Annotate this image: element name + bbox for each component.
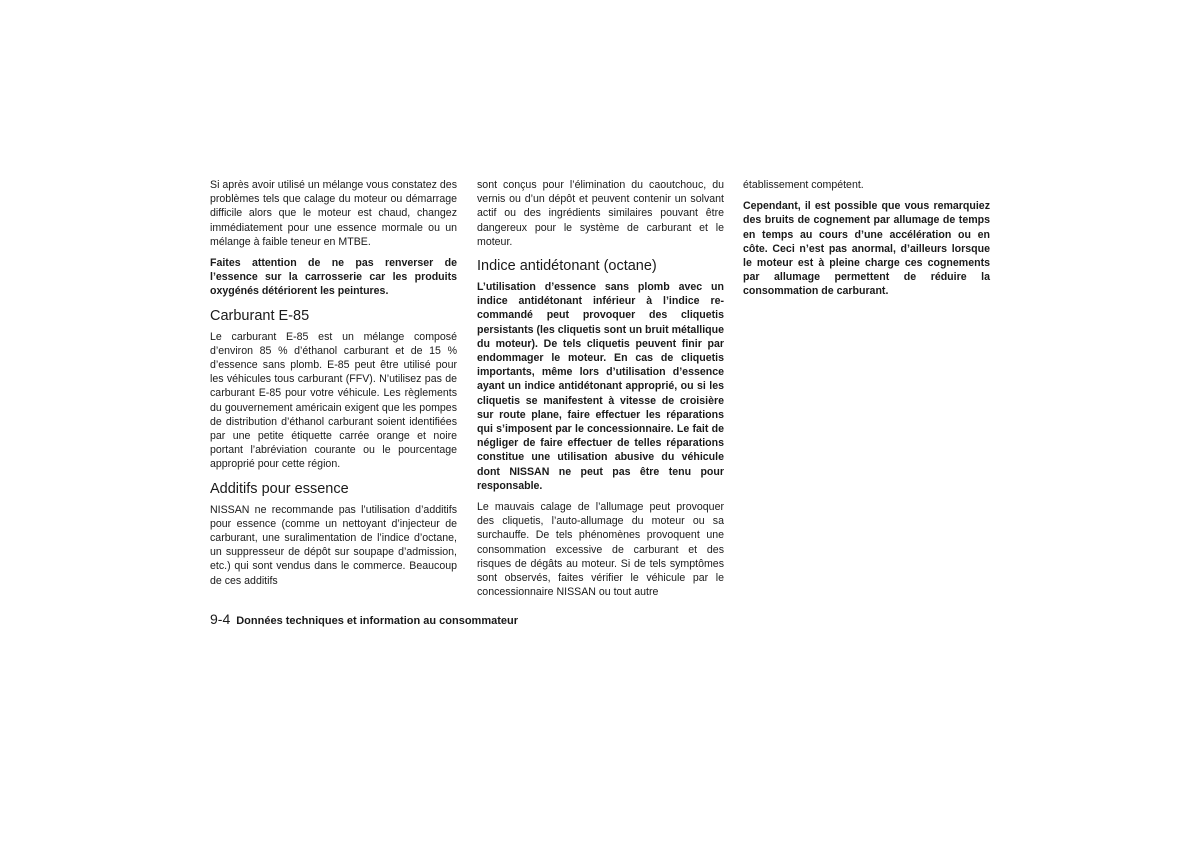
paragraph-additifs: NISSAN ne recommande pas l’utilisation d’additifs pour essence (comme un nettoyant d’injecteur de carburant, une suralimentation de l’indice d’octane, un suppresseur de dépôt sur soupape d’admission, etc.) qui sont vendus dans le commerce. Beaucoup de ces additifs	[210, 503, 457, 587]
paragraph-calage: Le mauvais calage de l’allumage peut provoquer des cliquetis, l’auto-allumage du moteur ou sa surchauffe. De tels phénomènes provoquent une consommation excessive de carburant et des risques de dégâts au moteur. Si de tels symptômes sont observés, faites vérifier le véhicule par le concessionnaire NISSAN ou tout autre	[477, 501, 724, 599]
heading-octane: Indice antidétonant (octane)	[477, 258, 657, 275]
paragraph-additifs-cont: sont conçus pour l’élimination du caoutchouc, du vernis ou d’un dépôt et peuvent contenir un solvant actif ou des ingrédients similaires pouvant être dangereux pour le système de carburant et le moteur.	[477, 179, 724, 248]
paragraph-etablissement: établissement compétent.	[743, 179, 864, 191]
column-left	[210, 178, 457, 588]
column-middle	[477, 178, 724, 599]
heading-e85: Carburant E-85	[210, 307, 310, 324]
warning-octane: L’utilisation d’essence sans plomb avec un indice antidétonant inférieur à l’indice recommandé peut provoquer des cliquetis persistants (les cliquetis sont un bruit métallique du moteur). De tels cliquetis peuvent finir par endommager le moteur. En cas de cliquetis importants, même lors d’utilisation d’essence ayant un indice antidétonant approprié, ou si les cliquetis se manifestent à vitesse de croisière sur route plane, faire effectuer les réparations qui s’imposent par le concessionnaire. Le fait de négliger de faire effectuer de telles réparations constitue une utilisation abusive du véhicule dont NISSAN ne peut pas être tenu pour responsable.	[477, 281, 724, 492]
column-right	[743, 178, 990, 299]
heading-additifs: Additifs pour essence	[210, 480, 349, 497]
page-footer	[210, 611, 518, 627]
paragraph-e85: Le carburant E-85 est un mélange composé d’environ 85 % d’éthanol carburant et de 15 % d’essence sans plomb. E-85 peut être utilisé pour les véhicules tous carburant (FFV). N’utilisez pas de carburant E-85 pour votre véhicule. Les règlements du gouvernement américain exigent que les pompes de distribution d’éthanol carburant soient identifiées par une petite étiquette carrée orange et noire portant l’abréviation courante ou le pourcentage approprié pour cette région.	[210, 330, 457, 471]
section-title: Données techniques et information au consommateur	[236, 615, 519, 627]
page-number: 9-4	[210, 611, 231, 627]
note-cognement: Cependant, il est possible que vous remarquiez des bruits de cognement par allumage de temps en temps au cours d’une accélération ou en côte. Ceci n’est pas anormal, d’ailleurs lorsque le moteur est à pleine charge ces cognements par allumage permettent de réduire la consommation de carburant.	[743, 200, 990, 298]
warning-spill: Faites attention de ne pas renverser de l’essence sur la carrosserie car les produits oxygénés détériorent les peintures.	[210, 257, 457, 298]
paragraph-mixture-problems: Si après avoir utilisé un mélange vous constatez des problèmes tels que calage du moteur ou démarrage difficile alors que le moteur est chaud, changez immédiatement pour une essence mormale ou un mélange à faible teneur en MTBE.	[210, 179, 457, 248]
